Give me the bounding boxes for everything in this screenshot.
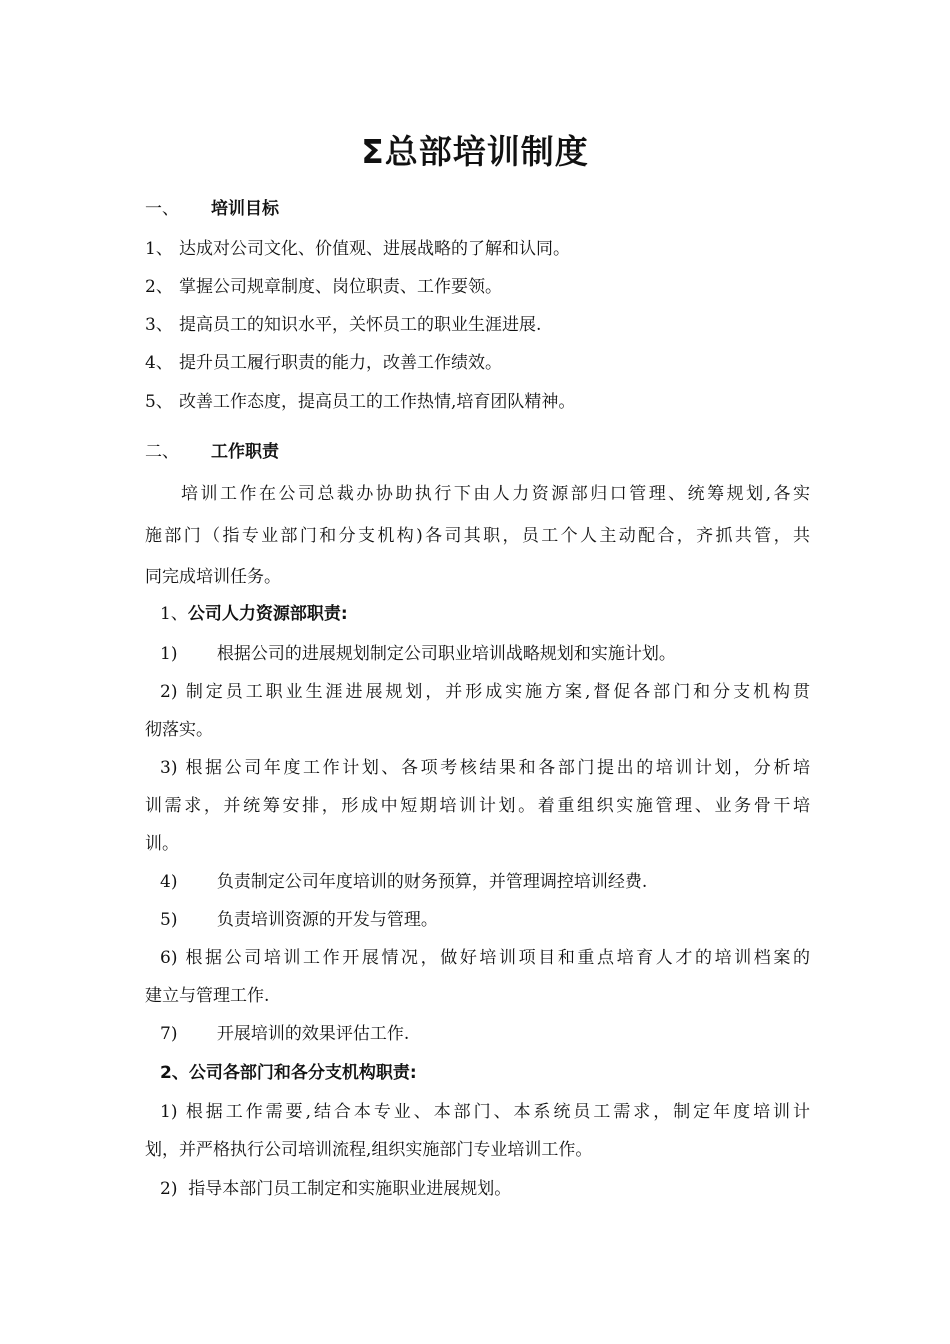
list-item-continued: 训需求，并统筹安排，形成中短期培训计划。着重组织实施管理、业务骨干培 — [145, 796, 810, 816]
list-item: 5) 负责培训资源的开发与管理。 — [160, 910, 438, 930]
list-item-continued: 建立与管理工作. — [145, 986, 270, 1006]
list-item: 2) 制定员工职业生涯进展规划，并形成实施方案,督促各部门和分支机构贯 — [160, 682, 810, 702]
list-item-continued: 划，并严格执行公司培训流程,组织实施部门专业培训工作。 — [145, 1140, 593, 1160]
subsection-title: 公司人力资源部职责: — [187, 604, 348, 624]
list-item: 3) 根据公司年度工作计划、各项考核结果和各部门提出的培训计划，分析培 — [160, 758, 810, 778]
page-title: Σ总部培训制度 — [361, 132, 589, 171]
section-heading-2 — [145, 441, 810, 463]
section-number: 二、 — [145, 442, 179, 462]
list-item: 2、 掌握公司规章制度、岗位职责、工作要领。 — [145, 277, 502, 297]
list-item-continued: 训。 — [145, 834, 179, 854]
section-number: 一、 — [145, 199, 179, 219]
paragraph-line: 施部门（指专业部门和分支机构)各司其职，员工个人主动配合，齐抓共管，共 — [145, 526, 810, 546]
section-title: 工作职责 — [211, 442, 279, 462]
subsection-heading-2: 2、公司各部门和各分支机构职责: — [160, 1063, 417, 1083]
list-item: 1) 根据工作需要,结合本专业、本部门、本系统员工需求，制定年度培训计 — [160, 1102, 810, 1122]
list-item: 3、 提高员工的知识水平，关怀员工的职业生涯进展. — [145, 315, 542, 335]
list-item: 4、 提升员工履行职责的能力，改善工作绩效。 — [145, 353, 502, 373]
list-item: 5、 改善工作态度，提高员工的工作热情,培育团队精神。 — [145, 392, 576, 412]
list-item: 1、 达成对公司文化、价值观、进展战略的了解和认同。 — [145, 239, 570, 259]
list-item: 6) 根据公司培训工作开展情况，做好培训项目和重点培育人才的培训档案的 — [160, 948, 810, 968]
list-item: 1) 根据公司的进展规划制定公司职业培训战略规划和实施计划。 — [160, 644, 676, 664]
list-item: 2) 指导本部门员工制定和实施职业进展规划。 — [160, 1179, 512, 1199]
subsection-heading-1 — [160, 603, 810, 625]
paragraph-line: 同完成培训任务。 — [145, 567, 281, 587]
list-item: 7) 开展培训的效果评估工作. — [160, 1024, 410, 1044]
paragraph-line: 培训工作在公司总裁办协助执行下由人力资源部归口管理、统筹规划,各实 — [181, 484, 810, 504]
section-heading-1 — [145, 198, 810, 220]
list-item: 4) 负责制定公司年度培训的财务预算，并管理调控培训经费. — [160, 872, 648, 892]
section-title: 培训目标 — [211, 199, 279, 219]
list-item-continued: 彻落实。 — [145, 720, 213, 740]
subsection-number: 1、 — [160, 604, 188, 624]
